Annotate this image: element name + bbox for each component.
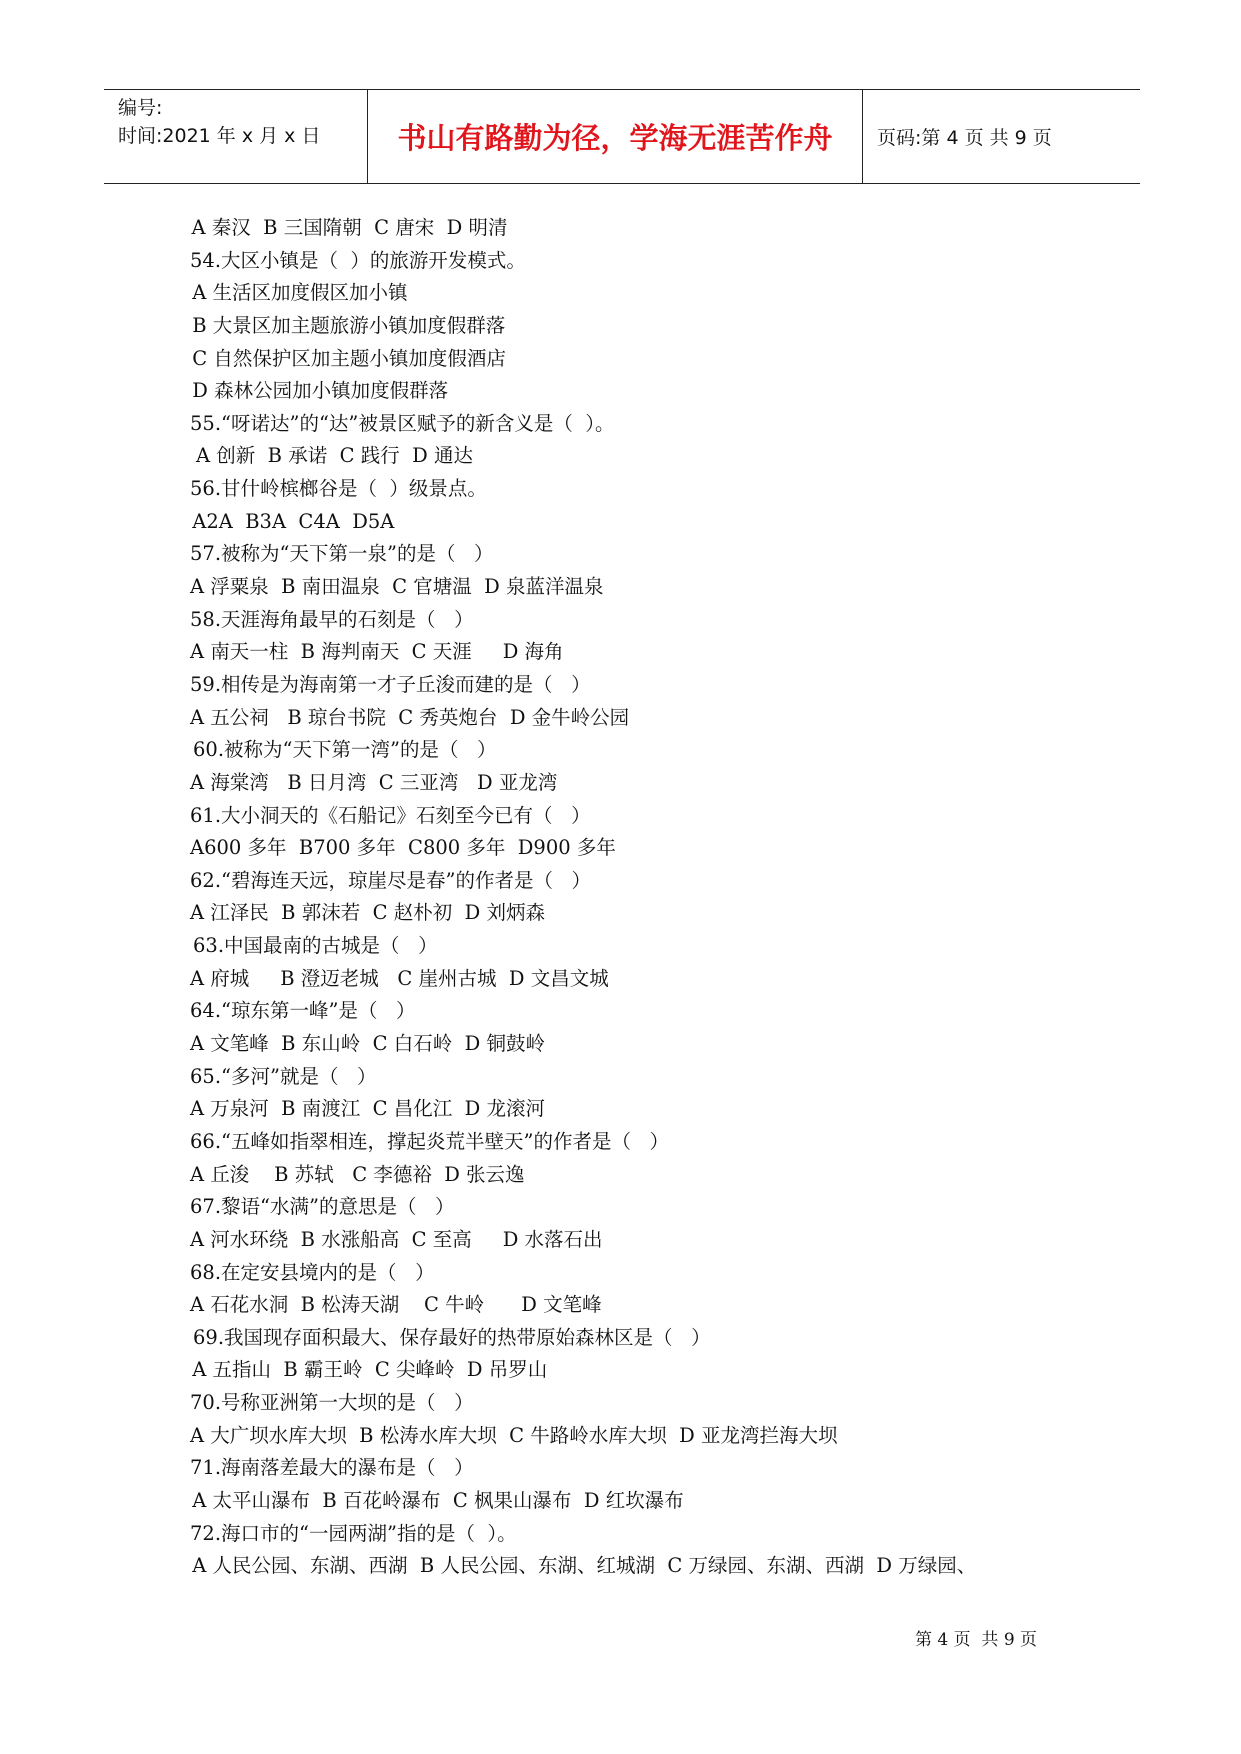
question-line: A 万泉河 B 南渡江 C 昌化江 D 龙滚河 (190, 1097, 545, 1121)
question-line: B 大景区加主题旅游小镇加度假群落 (192, 313, 506, 337)
question-line: 69.我国现存面积最大、保存最好的热带原始森林区是（ ） (193, 1325, 711, 1349)
question-line: A 太平山瀑布 B 百花岭瀑布 C 枫果山瀑布 D 红坎瀑布 (192, 1488, 684, 1512)
time-label: 时间:2021 年 x 月 x 日 (118, 125, 321, 147)
question-line: 60.被称为“天下第一湾”的是（ ） (193, 738, 497, 762)
question-line: 67.黎语“水满”的意思是（ ） (190, 1195, 455, 1219)
question-line: 65.“多河”就是（ ） (190, 1064, 377, 1088)
question-list (190, 212, 1090, 1583)
question-line: A 生活区加度假区加小镇 (192, 281, 408, 305)
question-line: 59.相传是为海南第一才子丘浚而建的是（ ） (190, 672, 591, 696)
question-line: A 人民公园、东湖、西湖 B 人民公园、东湖、红城湖 C 万绿园、东湖、西湖 D 万绿园、 (192, 1554, 977, 1578)
question-line: 64.“琼东第一峰”是（ ） (190, 999, 416, 1023)
question-line: A 文笔峰 B 东山岭 C 白石岭 D 铜鼓岭 (190, 1032, 545, 1056)
question-line: A 丘浚 B 苏轼 C 李德裕 D 张云逸 (190, 1162, 525, 1186)
question-line: A 大广坝水库大坝 B 松涛水库大坝 C 牛路岭水库大坝 D 亚龙湾拦海大坝 (190, 1423, 838, 1447)
question-line: A 江泽民 B 郭沫若 C 赵朴初 D 刘炳森 (190, 901, 545, 925)
question-line: 72.海口市的“一园两湖”指的是（ ）。 (190, 1521, 517, 1545)
question-line: C 自然保护区加主题小镇加度假酒店 (192, 346, 506, 370)
question-line: 71.海南落差最大的瀑布是（ ） (190, 1456, 474, 1480)
question-line: 57.被称为“天下第一泉”的是（ ） (190, 542, 494, 566)
question-line: A 石花水洞 B 松涛天湖 C 牛岭 D 文笔峰 (190, 1293, 602, 1317)
question-line: A 创新 B 承诺 C 践行 D 通达 (196, 444, 473, 468)
question-line: 55.“呀诺达”的“达”被景区赋予的新含义是（ ）。 (190, 411, 615, 435)
question-line: A600 多年 B700 多年 C800 多年 D900 多年 (190, 836, 616, 860)
question-line: D 森林公园加小镇加度假群落 (192, 379, 449, 403)
question-line: A 五指山 B 霸王岭 C 尖峰岭 D 吊罗山 (192, 1358, 548, 1382)
question-line: 63.中国最南的古城是（ ） (193, 934, 438, 958)
question-line: 68.在定安县境内的是（ ） (190, 1260, 435, 1284)
header-motto: 书山有路勤为径，学海无涯苦作舟 (368, 90, 863, 183)
question-line: 66.“五峰如指翠相连，撑起炎荒半壁天”的作者是（ ） (190, 1129, 670, 1153)
question-line: 58.天涯海角最早的石刻是（ ） (190, 607, 474, 631)
question-line: A2A B3A C4A D5A (192, 509, 395, 533)
question-line: A 河水环绕 B 水涨船高 C 至高 D 水落石出 (190, 1227, 603, 1251)
question-line: A 海棠湾 B 日月湾 C 三亚湾 D 亚龙湾 (190, 770, 558, 794)
question-line: 54.大区小镇是（ ）的旅游开发模式。 (190, 248, 526, 272)
question-line: A 五公祠 B 琼台书院 C 秀英炮台 D 金牛岭公园 (190, 705, 630, 729)
question-line: A 秦汉 B 三国隋朝 C 唐宋 D 明清 (191, 216, 508, 239)
question-line: A 府城 B 澄迈老城 C 崖州古城 D 文昌文城 (190, 966, 609, 990)
number-label: 编号: (118, 97, 163, 119)
question-line: 56.甘什岭槟榔谷是（ ）级景点。 (190, 477, 487, 501)
question-line: 62.“碧海连天远，琼崖尽是春”的作者是（ ） (190, 868, 592, 892)
question-line: A 浮粟泉 B 南田温泉 C 官塘温 D 泉蓝洋温泉 (190, 575, 604, 599)
question-line: 70.号称亚洲第一大坝的是（ ） (190, 1391, 474, 1415)
header-info-cell (104, 90, 368, 183)
page-footer: 第 4 页 共 9 页 (915, 1630, 1038, 1650)
page-header (104, 89, 1140, 184)
question-line: A 南天一柱 B 海判南天 C 天涯 D 海角 (190, 640, 564, 664)
header-page-label: 页码:第 4 页 共 9 页 (877, 127, 1052, 149)
question-line: 61.大小洞天的《石船记》石刻至今已有（ ） (190, 803, 591, 827)
